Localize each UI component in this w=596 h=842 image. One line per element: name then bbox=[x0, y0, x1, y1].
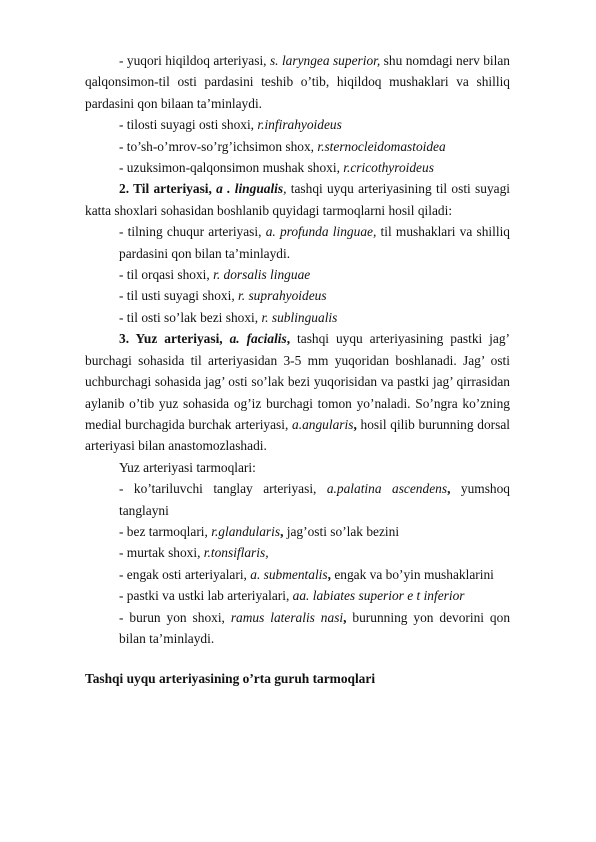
text: til mushaklari va shilliq pardasini qon bilan ta’minlaydi. bbox=[119, 224, 510, 261]
text: burunning yon devorini qon bilan ta’minlaydi. bbox=[119, 609, 511, 646]
text: , bbox=[286, 331, 291, 347]
list-item bbox=[119, 221, 510, 264]
text: engak va bo’yin mushaklarini bbox=[330, 566, 494, 582]
list-item bbox=[119, 521, 510, 542]
text: , bbox=[280, 523, 284, 539]
latin-term: r.sternocleidomastoidea bbox=[317, 138, 446, 154]
text: , bbox=[343, 609, 347, 625]
text: , bbox=[327, 566, 331, 582]
latin-term: s. laryngea superior, bbox=[269, 53, 381, 68]
text: - burun yon shoxi, bbox=[119, 609, 231, 625]
list-item bbox=[85, 114, 510, 135]
latin-term: aa. labiates superior e t inferior bbox=[292, 588, 465, 604]
list-item bbox=[119, 478, 510, 521]
latin-term: r.tonsiflaris, bbox=[203, 545, 269, 561]
latin-term: a. submentalis bbox=[250, 566, 328, 582]
text: - ko’tariluvchi tanglay arteriyasi, bbox=[119, 481, 327, 497]
paragraph-superior-laryngeal-artery bbox=[85, 50, 510, 114]
text: yumshoq tanglayni bbox=[119, 481, 511, 518]
latin-term: a.palatina ascendens bbox=[326, 481, 448, 497]
text: - murtak shoxi, bbox=[119, 545, 204, 561]
text: , bbox=[447, 481, 451, 497]
list-item bbox=[119, 607, 510, 650]
latin-term: a.angularis bbox=[292, 416, 354, 432]
section-title: 3. Yuz arteriyasi, bbox=[119, 331, 230, 347]
text: - tilning chuqur arteriyasi, bbox=[119, 224, 266, 240]
text: tashqi uyqu arteriyasining pastki jag’ burchagi sohasida til arteriyasidan 3-5 mm yuqoridan boshlanadi. Jag’ osti uchburchagi sohasida jag’ osti so’lak bezi yuqorisidan va pastki jag’ qirrasidan aylanib o’tib yuz sohasida og’iz burchagi tomon yo’naladi. So’ngra ko’zning medial burchagida burchak arteriyasi, bbox=[85, 331, 510, 432]
text: - til usti suyagi shoxi, bbox=[119, 288, 239, 304]
text: - pastki va ustki lab arteriyalari, bbox=[119, 588, 293, 604]
text: , bbox=[353, 416, 357, 432]
latin-term: r. suprahyoideus bbox=[238, 288, 327, 304]
text: jag’osti so’lak bezini bbox=[283, 523, 400, 539]
latin-term: r.infirahyoideus bbox=[257, 117, 342, 133]
text: - yuqori hiqildoq arteriyasi, bbox=[119, 53, 270, 68]
document-page bbox=[85, 50, 510, 690]
list-item bbox=[119, 285, 510, 306]
section-heading: Tashqi uyqu arteriyasining o’rta guruh tarmoqlari bbox=[85, 671, 376, 687]
latin-term: r. sublingualis bbox=[261, 309, 338, 325]
section-title: 2. Til arteriyasi, bbox=[119, 181, 217, 197]
list-item bbox=[119, 542, 510, 563]
text: - til osti so’lak bezi shoxi, bbox=[119, 309, 262, 325]
list-item bbox=[119, 307, 510, 328]
latin-term: r.cricothyroideus bbox=[343, 160, 434, 176]
list-item bbox=[119, 585, 510, 606]
latin-term: a. profunda linguae, bbox=[265, 224, 377, 240]
text: - til orqasi shoxi, bbox=[119, 267, 214, 283]
text: , bbox=[283, 181, 287, 197]
text: - to’sh-o’mrov-so’rg’ichsimon shox, bbox=[119, 138, 318, 154]
paragraph-lingual-artery bbox=[85, 178, 510, 221]
text: shu nomdagi nerv bilan qalqonsimon-til osti pardasini teshib o’tib, hiqildoq mushaklari va shilliq pardasini qon bilaan ta’minlaydi. bbox=[85, 53, 510, 111]
list-item bbox=[119, 264, 510, 285]
list-title: Yuz arteriyasi tarmoqlari: bbox=[119, 459, 256, 475]
text: hosil qilib burunning dorsal arteriyasi bilan anastomozlashadi. bbox=[85, 416, 510, 454]
text: - tilosti suyagi osti shoxi, bbox=[119, 117, 258, 133]
latin-term: ramus lateralis nasi bbox=[230, 609, 344, 625]
list-item bbox=[85, 157, 510, 178]
text: - uzuksimon-qalqonsimon mushak shoxi, bbox=[119, 160, 344, 176]
latin-term: r. dorsalis linguae bbox=[213, 267, 311, 283]
text: - engak osti arteriyalari, bbox=[119, 566, 251, 582]
latin-term: a. facialis bbox=[229, 331, 287, 347]
list-item bbox=[85, 136, 510, 157]
latin-term: a . lingualis bbox=[216, 181, 284, 197]
paragraph-facial-artery bbox=[85, 328, 510, 456]
text: tashqi uyqu arteriyasining til osti suyagi katta shoxlari sohasidan boshlanib quyidagi tarmoqlarni hosil qiladi: bbox=[85, 181, 510, 218]
latin-term: r.glandularis bbox=[211, 523, 281, 539]
text: - bez tarmoqlari, bbox=[119, 523, 212, 539]
list-item bbox=[119, 564, 510, 585]
